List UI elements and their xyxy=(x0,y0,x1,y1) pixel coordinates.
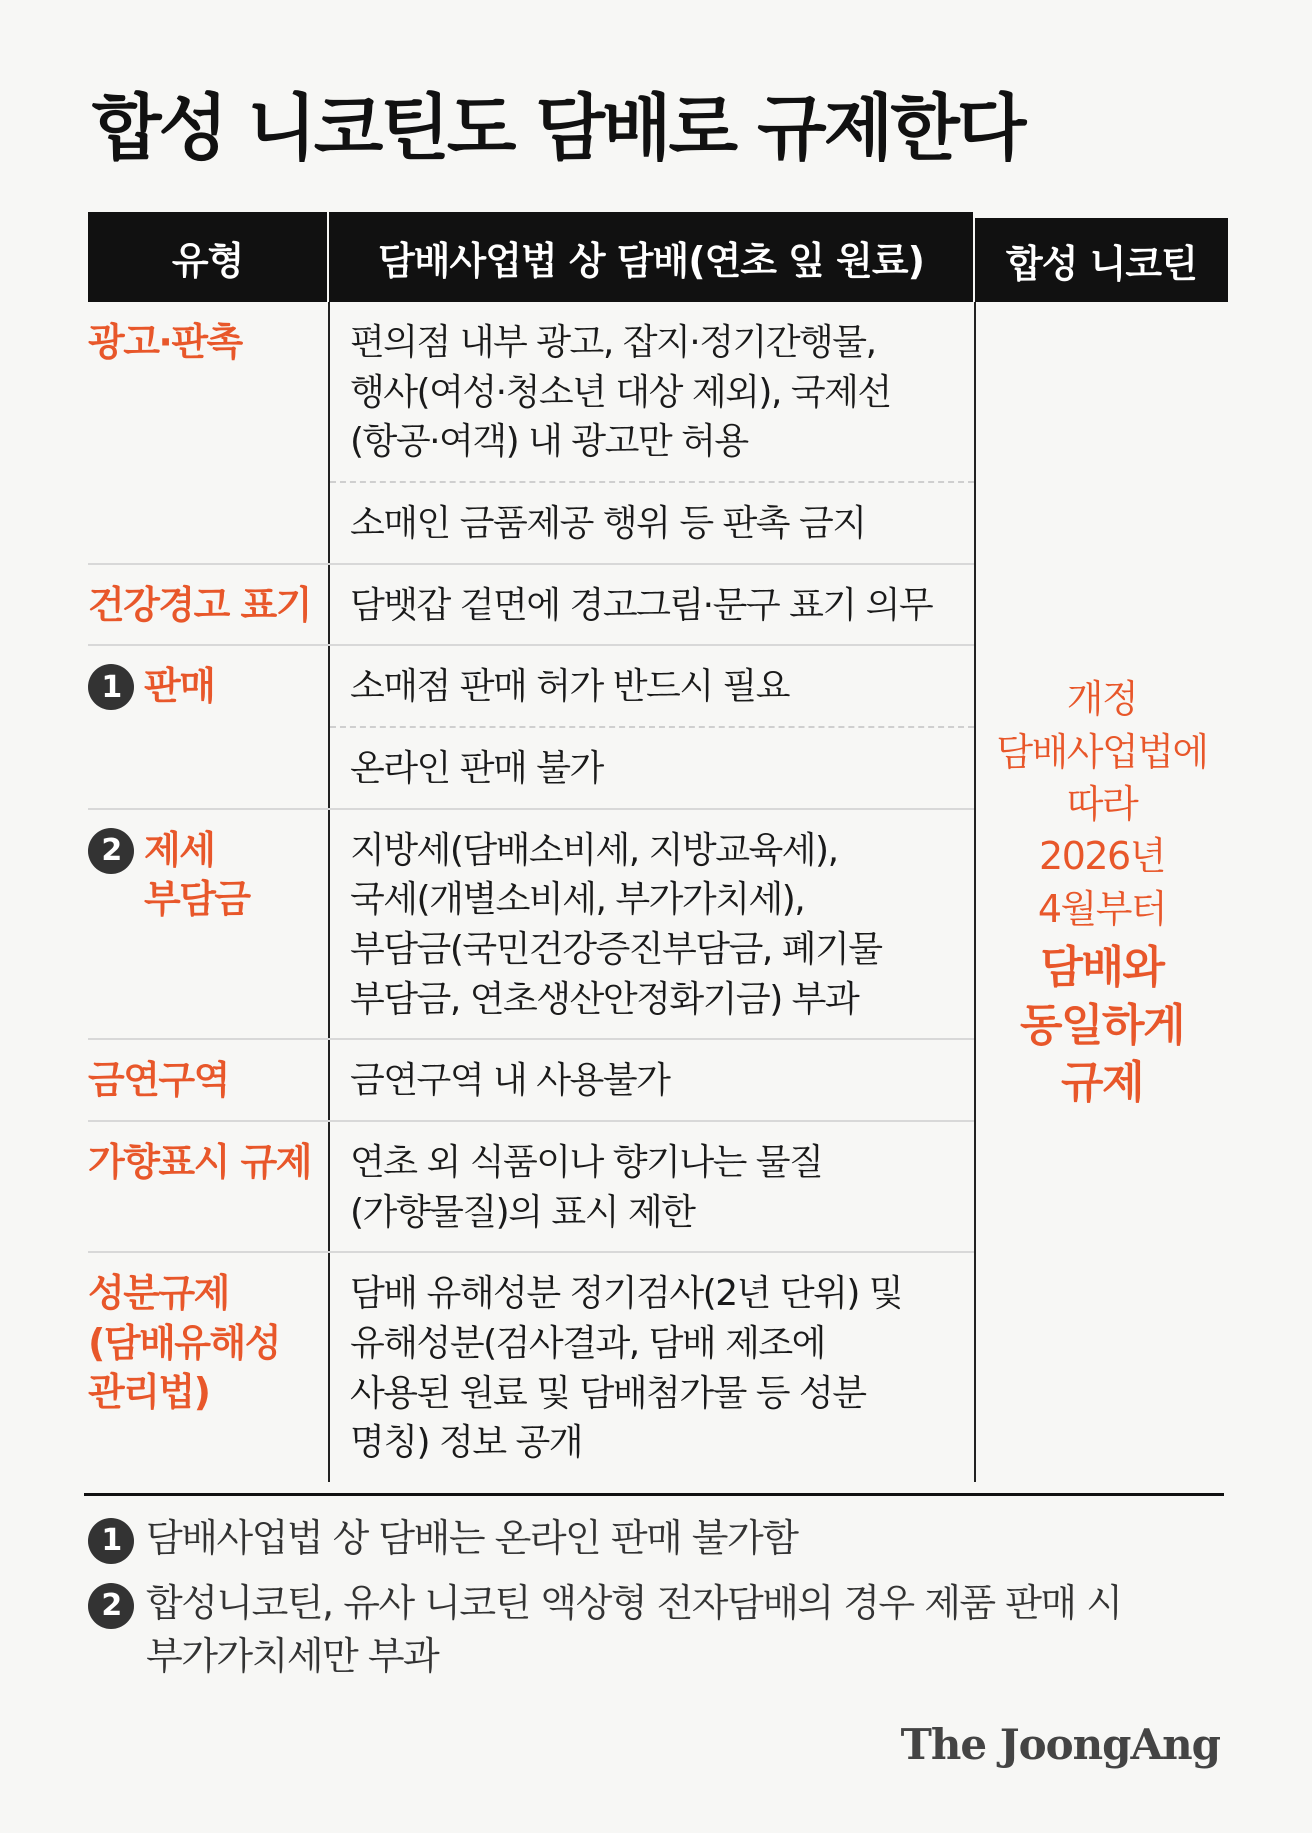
footnote-text: 담배사업법 상 담배는 온라인 판매 불가함 xyxy=(146,1516,798,1560)
description-line: (가향물질)의 표시 제한 xyxy=(350,1191,695,1233)
description-line: 온라인 판매 불가 xyxy=(350,748,603,790)
row-descriptions xyxy=(328,810,974,1039)
category-label: 판매 xyxy=(144,664,215,709)
category-with-number xyxy=(88,826,328,925)
category-line: 부담금 xyxy=(144,877,250,922)
row-description xyxy=(330,646,974,726)
table-row xyxy=(88,810,974,1041)
row-category xyxy=(88,302,328,563)
footnote-text xyxy=(146,1577,1121,1683)
category-label: 금연구역 xyxy=(88,1058,229,1103)
note-line: 따라 xyxy=(1066,782,1138,827)
table-row xyxy=(88,646,974,809)
footnote-1 xyxy=(88,1512,1268,1565)
footnote-2 xyxy=(88,1577,1268,1683)
table-row xyxy=(88,1122,974,1253)
category-line: (담배유해성 xyxy=(88,1320,280,1365)
note-line: 담배사업법에 xyxy=(996,729,1208,774)
emphasis-line: 규제 xyxy=(1060,1056,1143,1108)
row-category xyxy=(88,1040,328,1120)
emphasis-line: 동일하게 xyxy=(1019,999,1184,1051)
table-row xyxy=(88,1253,974,1482)
row-description xyxy=(330,1122,974,1251)
regulation-table xyxy=(88,212,1228,1482)
description-line: 담배 유해성분 정기검사(2년 단위) 및 xyxy=(350,1273,903,1315)
row-descriptions xyxy=(328,1040,974,1120)
description-line: 지방세(담배소비세, 지방교육세), xyxy=(350,829,838,871)
brand-logo: The JoongAng xyxy=(900,1720,1220,1769)
table-row xyxy=(88,565,974,647)
category-with-number xyxy=(88,662,328,711)
page-title: 합성 니코틴도 담배로 규제한다 xyxy=(92,86,1024,170)
category-line: 성분규제 xyxy=(88,1271,229,1316)
row-description xyxy=(330,481,974,563)
row-descriptions xyxy=(328,1122,974,1251)
emphasis-line: 담배와 xyxy=(1040,942,1164,994)
row-description xyxy=(330,302,974,481)
description-line: 유해성분(검사결과, 담배 제조에 xyxy=(350,1323,825,1365)
note-emphasis xyxy=(996,939,1207,1111)
row-category xyxy=(88,1253,328,1482)
header-synthetic-nicotine: 합성 니코틴 xyxy=(973,218,1228,302)
table-row xyxy=(88,302,974,565)
footnote-number-badge: 1 xyxy=(88,1518,134,1564)
category-label: 가향표시 규제 xyxy=(88,1140,311,1185)
row-descriptions xyxy=(328,646,974,807)
row-description xyxy=(330,1253,974,1482)
row-descriptions xyxy=(328,1253,974,1482)
description-line: 행사(여성·청소년 대상 제외), 국제선 xyxy=(350,371,891,413)
description-line: 편의점 내부 광고, 잡지·정기간행물, xyxy=(350,322,876,363)
description-line: 국세(개별소비세, 부가가치세), xyxy=(350,879,805,921)
synthetic-nicotine-note xyxy=(996,673,1207,1111)
row-descriptions xyxy=(328,302,974,563)
category-label: 건강경고 표기 xyxy=(88,582,311,627)
description-line: 금연구역 내 사용불가 xyxy=(350,1060,670,1102)
footnote-marker-badge: 2 xyxy=(88,828,134,874)
description-line: 연초 외 식품이나 향기나는 물질 xyxy=(350,1142,823,1184)
header-tobacco-law: 담배사업법 상 담배(연초 잎 원료) xyxy=(327,212,973,302)
row-category xyxy=(88,646,328,807)
table-rows xyxy=(88,302,974,1482)
row-description xyxy=(330,1040,974,1120)
description-line: (항공·여객) 내 광고만 허용 xyxy=(350,421,748,463)
description-line: 명칭) 정보 공개 xyxy=(350,1422,583,1464)
table-row xyxy=(88,1040,974,1122)
category-line: 관리법) xyxy=(88,1370,210,1415)
row-descriptions xyxy=(328,565,974,645)
row-category xyxy=(88,565,328,645)
row-description xyxy=(330,726,974,808)
synthetic-nicotine-column xyxy=(974,302,1228,1482)
description-line: 소매점 판매 허가 반드시 필요 xyxy=(350,666,790,708)
note-line: 4월부터 xyxy=(1037,886,1167,931)
footnote-marker-badge: 1 xyxy=(88,664,134,710)
description-line: 부담금, 연초생산안정화기금) 부과 xyxy=(350,978,859,1020)
row-category xyxy=(88,1122,328,1251)
description-line: 부담금(국민건강증진부담금, 폐기물 xyxy=(350,929,882,971)
header-type: 유형 xyxy=(88,212,327,302)
row-description xyxy=(330,810,974,1039)
category-label xyxy=(144,826,250,925)
category-line: 제세 xyxy=(144,827,215,872)
row-category xyxy=(88,810,328,1039)
table-bottom-divider xyxy=(84,1493,1224,1496)
footnote-line: 합성니코틴, 유사 니코틴 액상형 전자담배의 경우 제품 판매 시 xyxy=(146,1581,1122,1626)
footnote-line: 부가가치세만 부과 xyxy=(146,1634,439,1679)
description-line: 사용된 원료 및 담배첨가물 등 성분 xyxy=(350,1372,866,1414)
row-description xyxy=(330,565,974,645)
note-line: 개정 xyxy=(1066,677,1138,722)
table-body xyxy=(88,302,1228,1482)
note-line: 2026년 xyxy=(1039,834,1165,879)
description-line: 소매인 금품제공 행위 등 판촉 금지 xyxy=(350,503,866,545)
footnote-number-badge: 2 xyxy=(88,1583,134,1629)
category-label: 광고·판촉 xyxy=(88,320,242,364)
footnotes xyxy=(88,1512,1268,1696)
table-header xyxy=(88,212,1228,302)
description-line: 담뱃갑 겉면에 경고그림·문구 표기 의무 xyxy=(350,584,933,626)
